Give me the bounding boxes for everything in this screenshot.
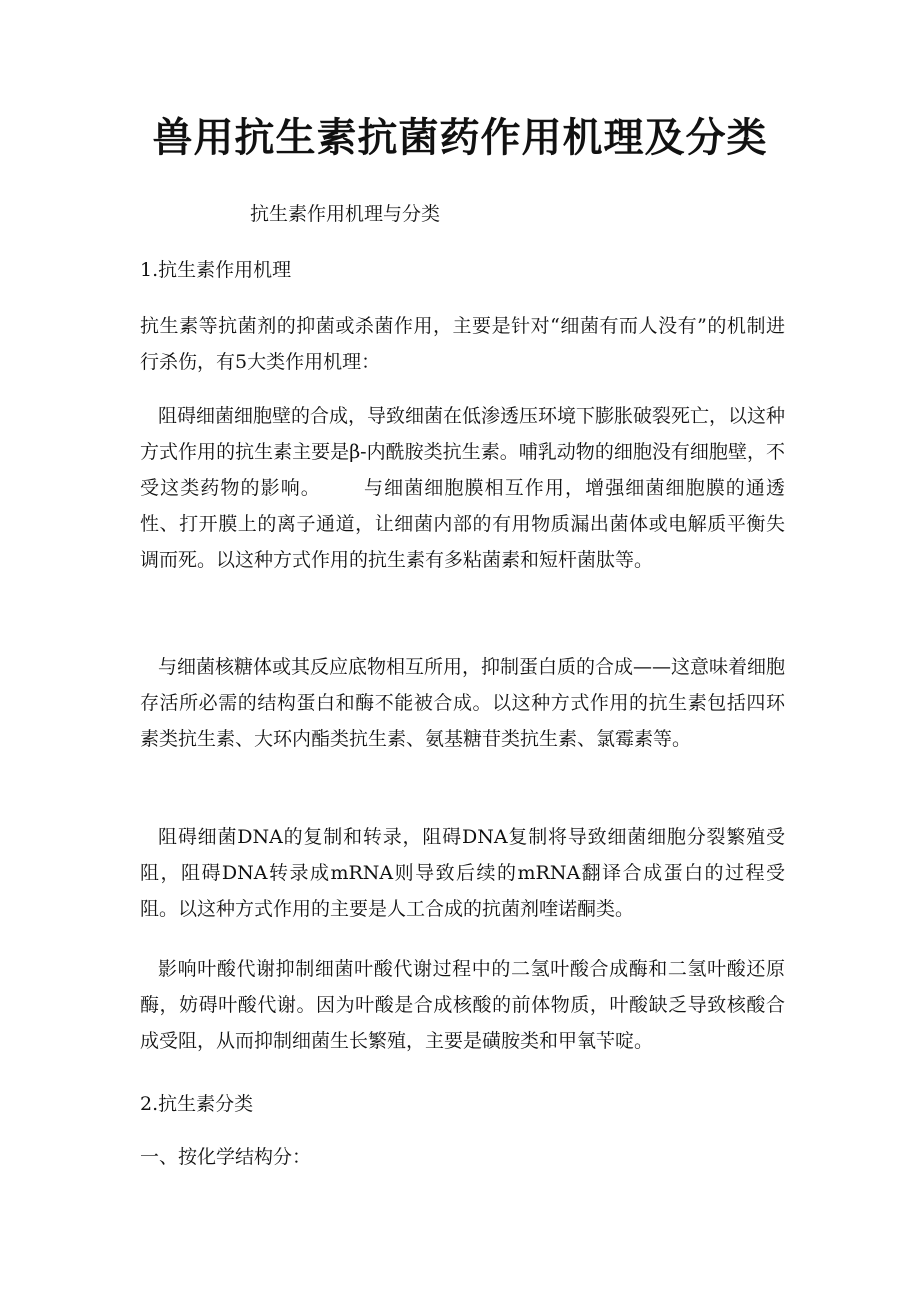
intro-paragraph: 抗生素等抗菌剂的抑菌或杀菌作用，主要是针对“细菌有而人没有”的机制进行杀伤，有5大类作用机理： [140, 315, 785, 373]
paragraph-cell-wall-membrane [140, 398, 785, 578]
paragraph-protein-synthesis: 与细菌核糖体或其反应底物相互所用，抑制蛋白质的合成——这意味着细胞存活所必需的结构蛋白和酶不能被合成。以这种方式作用的抗生素包括四环素类抗生素、大环内酯类抗生素、氨基糖苷类抗生素、氯霉素等。 [140, 656, 786, 750]
paragraph-cell-membrane-text: 与细菌细胞膜相互作用，增强细菌细胞膜的通透性、打开膜上的离子通道，让细菌内部的有用物质漏出菌体或电解质平衡失调而死。以这种方式作用的抗生素有多粘菌素和短杆菌肽等。 [140, 477, 785, 571]
subsection-heading-chemical-structure: 一、按化学结构分： [140, 1146, 312, 1168]
section-heading-classification: 2.抗生素分类 [140, 1093, 254, 1115]
paragraph-folate-metabolism: 影响叶酸代谢抑制细菌叶酸代谢过程中的二氢叶酸合成酶和二氢叶酸还原酶，妨碍叶酸代谢。因为叶酸是合成核酸的前体物质，叶酸缺乏导致核酸合成受阻，从而抑制细菌生长繁殖，主要是磺胺类和甲氧苄啶。 [140, 958, 785, 1052]
document-subtitle: 抗生素作用机理与分类 [250, 203, 441, 225]
paragraph-dna-replication: 阻碍细菌DNA的复制和转录，阻碍DNA复制将导致细菌细胞分裂繁殖受阻，阻碍DNA转录成mRNA则导致后续的mRNA翻译合成蛋白的过程受阻。以这种方式作用的主要是人工合成的抗菌剂喹诺酮类。 [140, 826, 785, 920]
section-heading-mechanism: 1.抗生素作用机理 [140, 259, 292, 281]
paragraph-cell-wall-text: 阻碍细菌细胞壁的合成，导致细菌在低渗透压环境下膨胀破裂死亡，以这种方式作用的抗生素主要是β-内酰胺类抗生素。哺乳动物的细胞没有细胞壁，不受这类药物的影响。 [140, 405, 786, 499]
document-title: 兽用抗生素抗菌药作用机理及分类 [152, 114, 768, 161]
